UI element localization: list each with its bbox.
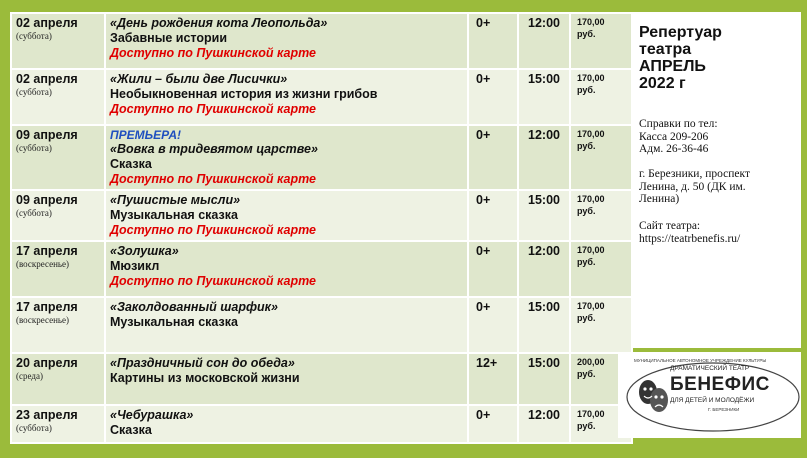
price-currency: руб. [577, 206, 596, 216]
age-rating: 0+ [476, 128, 491, 142]
price-value: 170,00 [577, 301, 605, 311]
time-cell [518, 353, 570, 405]
show-genre: Музыкальная сказка [110, 315, 238, 329]
show-title: «Заколдованный шарфик» [110, 300, 278, 314]
show-genre: Необыкновенная история из жизни грибов [110, 87, 378, 101]
show-genre: Сказка [110, 423, 152, 437]
age-rating: 0+ [476, 16, 491, 30]
site-label: Сайт театра: [639, 220, 701, 232]
pushkin-card-note: Доступно по Пушкинской карте [110, 102, 316, 116]
show-cell [105, 13, 468, 69]
address-line: г. Березники, проспект [639, 168, 750, 180]
show-genre: Забавные истории [110, 31, 228, 45]
time-cell [518, 297, 570, 353]
price-cell [570, 241, 632, 297]
age-rating: 0+ [476, 244, 491, 258]
price-currency: руб. [577, 85, 596, 95]
price-cell [570, 125, 632, 190]
heading-line: Репертуар [639, 24, 722, 41]
site-info [639, 220, 799, 245]
price-value: 170,00 [577, 245, 605, 255]
price-cell [570, 190, 632, 241]
info-panel [631, 12, 801, 348]
show-genre: Картины из московской жизни [110, 371, 300, 385]
price-currency: руб. [577, 369, 596, 379]
price-cell [570, 297, 632, 353]
age-cell [468, 241, 518, 297]
show-cell [105, 190, 468, 241]
age-cell [468, 353, 518, 405]
date-text: 17 апреля [16, 244, 78, 258]
price-value: 170,00 [577, 73, 605, 83]
pushkin-card-note: Доступно по Пушкинской карте [110, 172, 316, 186]
date-text: 17 апреля [16, 300, 78, 314]
weekday-text: (воскресенье) [16, 259, 70, 269]
age-rating: 0+ [476, 300, 491, 314]
weekday-text: (суббота) [16, 423, 52, 433]
show-cell [105, 297, 468, 353]
show-time: 15:00 [528, 356, 560, 370]
date-text: 09 апреля [16, 128, 78, 142]
show-genre: Сказка [110, 157, 152, 171]
weekday-text: (суббота) [16, 31, 52, 41]
theatre-masks-icon [639, 380, 668, 412]
price-value: 170,00 [577, 194, 605, 204]
time-cell [518, 125, 570, 190]
show-title: «Жили – были две Лисички» [110, 72, 288, 86]
show-cell [105, 241, 468, 297]
date-cell [11, 353, 105, 405]
date-text: 23 апреля [16, 408, 78, 422]
table-row [11, 297, 632, 353]
show-time: 15:00 [528, 193, 560, 207]
pushkin-card-note: Доступно по Пушкинской карте [110, 223, 316, 237]
pushkin-card-note: Доступно по Пушкинской карте [110, 46, 316, 60]
table-row [11, 125, 632, 190]
repertoire-heading [639, 24, 799, 92]
price-currency: руб. [577, 313, 596, 323]
address-line: Ленина, д. 50 (ДК им. [639, 180, 746, 193]
show-time: 12:00 [528, 16, 560, 30]
date-text: 09 апреля [16, 193, 78, 207]
table-row [11, 353, 632, 405]
age-cell [468, 297, 518, 353]
phone-line: Адм. 26-36-46 [639, 143, 709, 155]
show-title: «Вовка в тридевятом царстве» [110, 142, 318, 156]
show-cell [105, 405, 468, 443]
age-cell [468, 69, 518, 125]
age-rating: 0+ [476, 408, 491, 422]
show-time: 15:00 [528, 72, 560, 86]
pushkin-card-note: Доступно по Пушкинской карте [110, 274, 316, 288]
heading-line: 2022 г [639, 75, 686, 92]
price-value: 170,00 [577, 17, 605, 27]
show-cell [105, 353, 468, 405]
weekday-text: (воскресенье) [16, 315, 70, 325]
age-cell [468, 405, 518, 443]
age-rating: 0+ [476, 193, 491, 207]
time-cell [518, 13, 570, 69]
price-value: 170,00 [577, 129, 605, 139]
price-currency: руб. [577, 29, 596, 39]
logo-name: БЕНЕФИС [670, 374, 770, 395]
show-title: «Праздничный сон до обеда» [110, 356, 295, 370]
date-cell [11, 405, 105, 443]
site-link[interactable]: https://teatrbenefis.ru/ [639, 232, 741, 245]
show-title: «Пушистые мысли» [110, 193, 241, 207]
time-cell [518, 405, 570, 443]
logo-theatre-type: ДРАМАТИЧЕСКИЙ ТЕАТР [670, 365, 750, 372]
price-value: 170,00 [577, 409, 605, 419]
date-cell [11, 297, 105, 353]
theatre-logo [618, 352, 801, 438]
logo-city: Г. БЕРЕЗНИКИ [708, 407, 740, 412]
show-time: 15:00 [528, 300, 560, 314]
logo-org-line: МУНИЦИПАЛЬНОЕ АВТОНОМНОЕ УЧРЕЖДЕНИЕ КУЛЬТУРЫ [634, 358, 767, 363]
table-row [11, 405, 632, 443]
show-time: 12:00 [528, 128, 560, 142]
age-cell [468, 190, 518, 241]
phone-info [639, 118, 799, 156]
heading-line: АПРЕЛЬ [639, 58, 706, 75]
date-cell [11, 190, 105, 241]
date-cell [11, 69, 105, 125]
date-text: 20 апреля [16, 356, 78, 370]
logo-audience: ДЛЯ ДЕТЕЙ И МОЛОДЁЖИ [670, 397, 755, 404]
table-row [11, 241, 632, 297]
show-title: «День рождения кота Леопольда» [110, 16, 328, 30]
phone-line: Справки по тел: [639, 118, 718, 130]
weekday-text: (среда) [16, 371, 43, 381]
address-info [639, 168, 799, 206]
show-cell [105, 125, 468, 190]
date-cell [11, 125, 105, 190]
show-cell [105, 69, 468, 125]
premiere-badge: ПРЕМЬЕРА! [110, 128, 182, 142]
date-text: 02 апреля [16, 72, 78, 86]
time-cell [518, 241, 570, 297]
price-cell [570, 69, 632, 125]
show-genre: Музыкальная сказка [110, 208, 238, 222]
date-cell [11, 241, 105, 297]
time-cell [518, 69, 570, 125]
price-value: 200,00 [577, 357, 605, 367]
show-genre: Мюзикл [110, 259, 160, 273]
table-row [11, 13, 632, 69]
show-time: 12:00 [528, 408, 560, 422]
price-currency: руб. [577, 421, 596, 431]
table-row [11, 190, 632, 241]
date-text: 02 апреля [16, 16, 78, 30]
age-cell [468, 13, 518, 69]
repertoire-table [10, 12, 633, 444]
show-time: 12:00 [528, 244, 560, 258]
show-title: «Золушка» [110, 244, 179, 258]
weekday-text: (суббота) [16, 143, 52, 153]
age-rating: 12+ [476, 356, 498, 370]
time-cell [518, 190, 570, 241]
price-currency: руб. [577, 257, 596, 267]
date-cell [11, 13, 105, 69]
price-currency: руб. [577, 141, 596, 151]
phone-line: Касса 209-206 [639, 130, 709, 143]
weekday-text: (суббота) [16, 87, 52, 97]
weekday-text: (суббота) [16, 208, 52, 218]
price-cell [570, 13, 632, 69]
heading-line: театра [639, 41, 692, 58]
age-cell [468, 125, 518, 190]
age-rating: 0+ [476, 72, 491, 86]
show-title: «Чебурашка» [110, 408, 194, 422]
address-line: Ленина) [639, 193, 680, 205]
table-row [11, 69, 632, 125]
